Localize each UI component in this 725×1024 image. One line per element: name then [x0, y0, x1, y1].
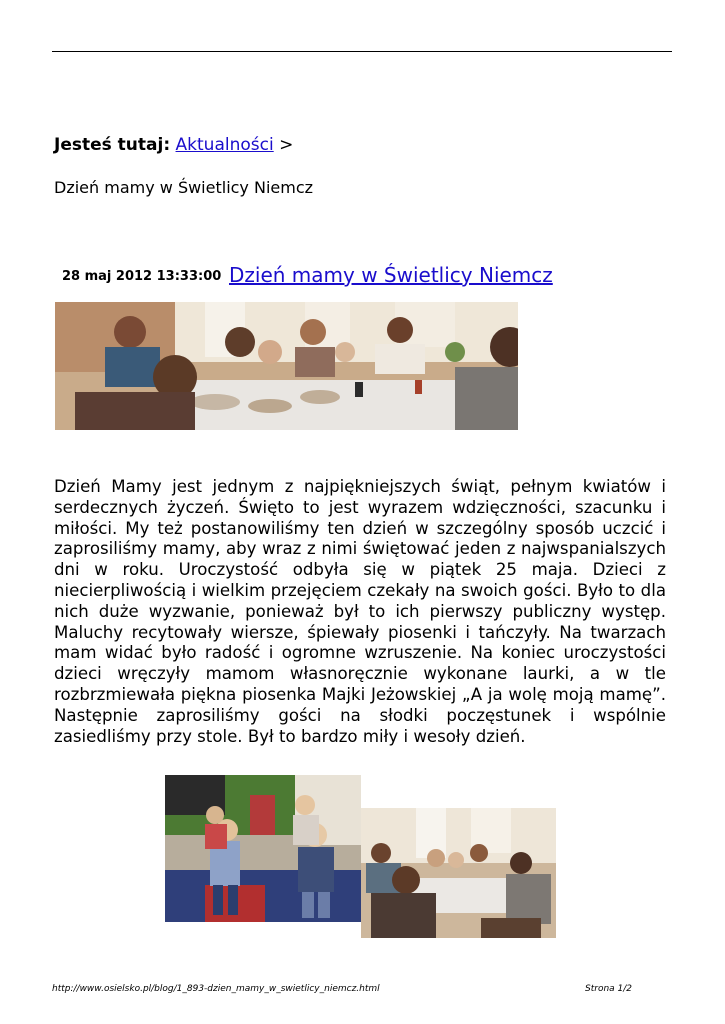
footer-url: http://www.osielsko.pl/blog/1_893-dzien_mamy_w_swietlicy_niemcz.html [52, 984, 380, 994]
guests-at-table-photo [361, 808, 556, 938]
breadcrumb-link-aktualnosci[interactable]: Aktualności [175, 135, 274, 155]
header-rule [52, 51, 672, 52]
page-subtitle: Dzień mamy w Świetlicy Niemcz [54, 178, 314, 197]
breadcrumb [54, 135, 293, 155]
post-title-link[interactable]: Dzień mamy w Świetlicy Niemcz [229, 263, 553, 287]
post-date: 28 maj 2012 13:33:00 [62, 269, 222, 284]
article-body: Dzień Mamy jest jednym z najpiękniejszych świąt, pełnym kwiatów i serdecznych życzeń. Święto to jest wyrazem wdzięczności, szacunku i miłości. My też postanowiliśmy ten dzień w szczególny sposób uczcić i zaprosiliśmy mamy, aby wraz z nimi świętować jeden z najwspanialszych dni w roku. Uroczystość odbyła się w piątek 25 maja. Dzieci z niecierpliwością i wielkim przejęciem czekały na swoich gości. Było to dla nich duże wyzwanie, ponieważ był to ich pierwszy publiczny występ. Maluchy recytowały wiersze, śpiewały piosenki i tańczyły. Na twarzach mam widać było radość i ogromne wzruszenie. Na koniec uroczystości dzieci wręczyły mamom własnoręcznie wykonane laurki, a w tle rozbrzmiewała piękna piosenka Majki Jeżowskiej „A ja wolę moją mamę”. Następnie zaprosiliśmy gości na słodki poczęstunek i wspólnie zasiedliśmy przy stole. Był to bardzo miły i wesoły dzień. [54, 477, 666, 746]
footer-page-number: Strona 1/2 [585, 984, 633, 994]
breadcrumb-label: Jesteś tutaj: [54, 135, 171, 155]
breadcrumb-separator: > [279, 135, 294, 155]
post-banner-photo [55, 302, 518, 430]
children-dancing-photo [165, 775, 361, 922]
